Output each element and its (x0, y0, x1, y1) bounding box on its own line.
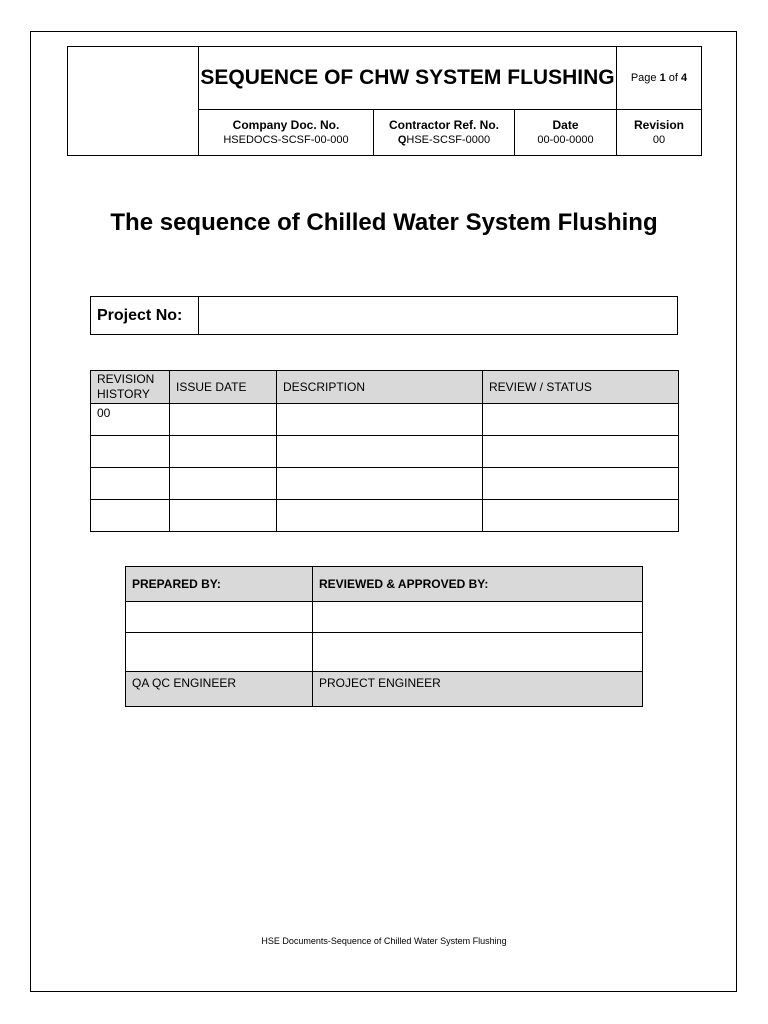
page-footer: HSE Documents-Sequence of Chilled Water System Flushing (261, 936, 507, 946)
reviewed-approved-label: REVIEWED & APPROVED BY: (313, 567, 643, 602)
col-review-status: REVIEW / STATUS (483, 371, 679, 404)
revision-cell (617, 110, 702, 156)
contractor-ref-value (374, 133, 514, 148)
revision-value: 00 (652, 133, 666, 146)
company-doc-label: Company Doc. No. (232, 117, 340, 132)
reviewed-name-cell[interactable] (313, 602, 643, 633)
logo-cell (68, 47, 199, 156)
date-cell (515, 110, 617, 156)
document-header-table (67, 46, 702, 156)
contractor-ref-label: Contractor Ref. No. (388, 117, 499, 132)
reviewed-role: PROJECT ENGINEER (313, 672, 643, 707)
table-row (91, 404, 679, 436)
reviewed-signature-cell[interactable] (313, 633, 643, 672)
page-total: 4 (681, 72, 688, 84)
revision-header-row (91, 371, 679, 404)
col-revision-history: REVISION HISTORY (91, 371, 170, 404)
table-cell[interactable] (170, 468, 277, 500)
col-issue-date: ISSUE DATE (170, 371, 277, 404)
contractor-ref-cell (374, 110, 515, 156)
table-cell[interactable] (277, 468, 483, 500)
revision-history-table (90, 370, 679, 532)
table-cell[interactable] (277, 500, 483, 532)
company-doc-value: HSEDOCS-SCSF-00-000 (223, 133, 349, 146)
document-title: The sequence of Chilled Water System Flushing (110, 209, 658, 236)
prepared-by-label: PREPARED BY: (126, 567, 313, 602)
page-current: 1 (659, 72, 666, 84)
table-cell[interactable] (170, 500, 277, 532)
project-table (90, 296, 678, 335)
table-cell[interactable] (170, 404, 277, 436)
table-cell[interactable] (91, 500, 170, 532)
date-value: 00-00-0000 (537, 133, 594, 146)
prepared-signature-cell[interactable] (126, 633, 313, 672)
table-cell[interactable] (483, 436, 679, 468)
table-cell[interactable] (91, 436, 170, 468)
table-cell[interactable] (91, 468, 170, 500)
table-row (91, 436, 679, 468)
header-title: SEQUENCE OF CHW SYSTEM FLUSHING (199, 47, 617, 110)
table-cell[interactable] (170, 436, 277, 468)
page-separator: of (668, 72, 678, 84)
contractor-ref-prefix: Q (397, 133, 407, 146)
company-doc-cell (199, 110, 374, 156)
table-cell[interactable] (483, 468, 679, 500)
col-description: DESCRIPTION (277, 371, 483, 404)
date-label: Date (552, 117, 579, 132)
table-row (91, 500, 679, 532)
table-cell[interactable]: 00 (91, 404, 170, 436)
project-value[interactable] (199, 297, 678, 335)
signature-table (125, 566, 643, 707)
page-prefix: Page (630, 72, 657, 84)
page-number (617, 47, 702, 110)
table-cell[interactable] (483, 404, 679, 436)
table-cell[interactable] (277, 436, 483, 468)
prepared-role: QA QC ENGINEER (126, 672, 313, 707)
prepared-name-cell[interactable] (126, 602, 313, 633)
revision-label: Revision (634, 117, 685, 132)
table-cell[interactable] (483, 500, 679, 532)
table-row (91, 468, 679, 500)
contractor-ref-rest: HSE-SCSF-0000 (406, 133, 491, 146)
table-cell[interactable] (277, 404, 483, 436)
project-label: Project No: (91, 297, 199, 335)
